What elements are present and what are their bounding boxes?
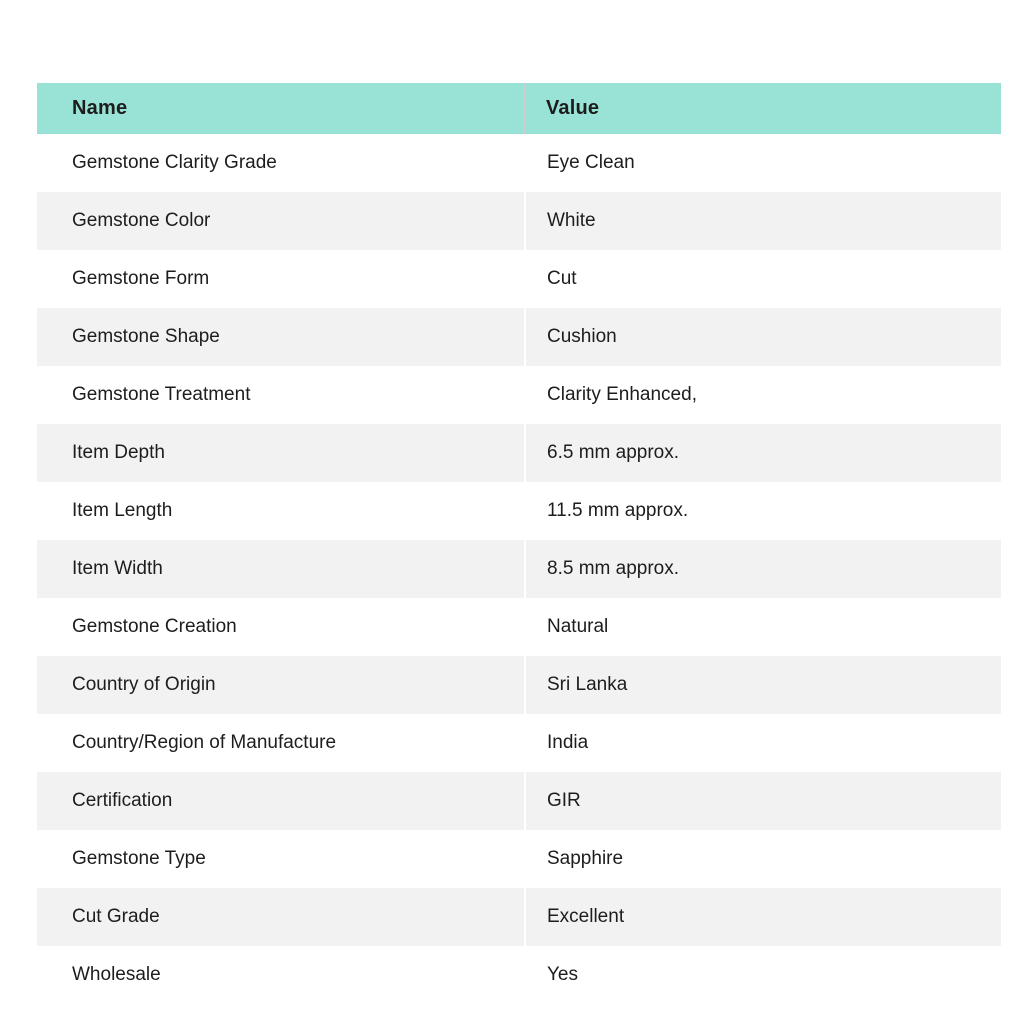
cell-value: GIR (524, 772, 1001, 830)
table-row (37, 656, 1001, 714)
cell-name: Country of Origin (37, 656, 524, 714)
cell-value: Sri Lanka (524, 656, 1001, 714)
table-row (37, 714, 1001, 772)
table-row (37, 888, 1001, 946)
cell-value: India (524, 714, 1001, 772)
cell-value: Yes (524, 946, 1001, 1004)
cell-name: Gemstone Form (37, 250, 524, 308)
cell-value: Sapphire (524, 830, 1001, 888)
table-row (37, 830, 1001, 888)
header-name: Name (37, 83, 524, 134)
cell-value: Eye Clean (524, 134, 1001, 192)
cell-value: Natural (524, 598, 1001, 656)
cell-name: Gemstone Shape (37, 308, 524, 366)
table-row (37, 772, 1001, 830)
cell-value: Excellent (524, 888, 1001, 946)
table-row (37, 424, 1001, 482)
cell-value: Cut (524, 250, 1001, 308)
cell-name: Gemstone Treatment (37, 366, 524, 424)
cell-value: 6.5 mm approx. (524, 424, 1001, 482)
cell-value: Clarity Enhanced, (524, 366, 1001, 424)
table-row (37, 946, 1001, 1004)
cell-name: Cut Grade (37, 888, 524, 946)
table-row (37, 192, 1001, 250)
cell-value: 8.5 mm approx. (524, 540, 1001, 598)
cell-value: Cushion (524, 308, 1001, 366)
cell-name: Gemstone Color (37, 192, 524, 250)
cell-name: Certification (37, 772, 524, 830)
cell-value: White (524, 192, 1001, 250)
table-row (37, 250, 1001, 308)
cell-name: Item Width (37, 540, 524, 598)
cell-name: Wholesale (37, 946, 524, 1004)
table-body (37, 134, 1001, 1004)
spec-table (37, 83, 1001, 1004)
table-row (37, 308, 1001, 366)
cell-value: 11.5 mm approx. (524, 482, 1001, 540)
table-row (37, 134, 1001, 192)
cell-name: Gemstone Creation (37, 598, 524, 656)
cell-name: Gemstone Type (37, 830, 524, 888)
header-value: Value (524, 83, 1001, 134)
table-row (37, 366, 1001, 424)
table-row (37, 540, 1001, 598)
cell-name: Item Depth (37, 424, 524, 482)
table-row (37, 482, 1001, 540)
cell-name: Gemstone Clarity Grade (37, 134, 524, 192)
cell-name: Country/Region of Manufacture (37, 714, 524, 772)
header-row (37, 83, 1001, 134)
table-row (37, 598, 1001, 656)
cell-name: Item Length (37, 482, 524, 540)
